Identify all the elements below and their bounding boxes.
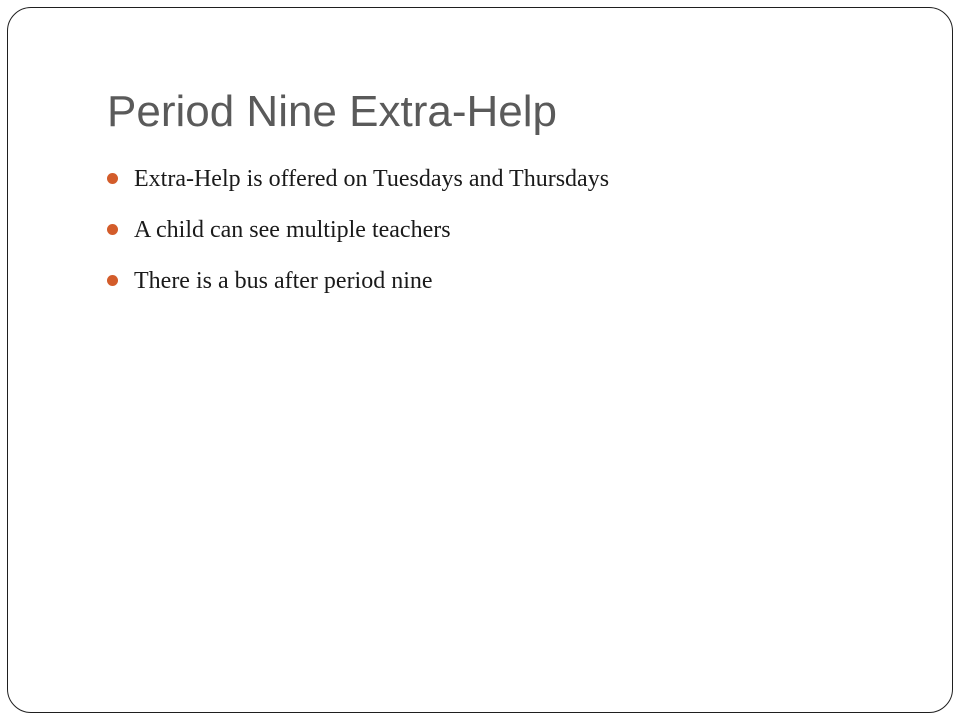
- bullet-text: Extra-Help is offered on Tuesdays and Thursdays: [134, 166, 610, 192]
- bullet-item: [107, 257, 609, 308]
- bullet-text: There is a bus after period nine: [134, 268, 433, 294]
- bullet-dot-icon: [107, 224, 118, 235]
- bullet-item: [107, 206, 609, 257]
- slide-title: Period Nine Extra-Help: [107, 87, 557, 136]
- bullet-text: A child can see multiple teachers: [134, 217, 451, 243]
- bullet-dot-icon: [107, 275, 118, 286]
- bullet-item: [107, 155, 609, 206]
- bullet-list: [107, 155, 609, 308]
- bullet-dot-icon: [107, 173, 118, 184]
